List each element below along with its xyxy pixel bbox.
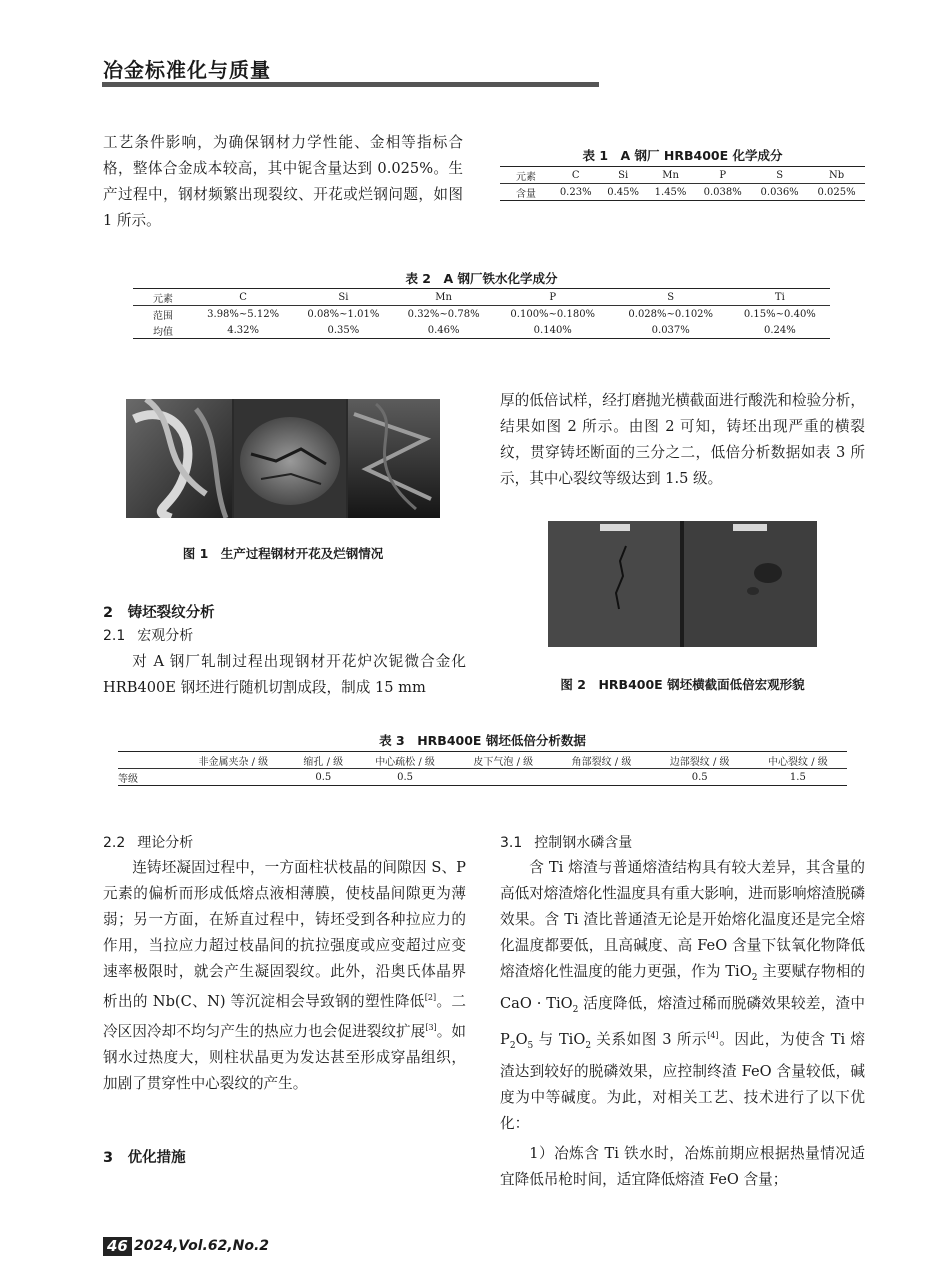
table2-cell: 0.028%~0.102% [628,308,714,320]
table1-header: P [694,167,751,184]
intro-paragraph: 工艺条件影响，为确保钢材力学性能、金相等指标合格，整体合金成本较高，其中铌含量达到 0.025%。生产过程中，钢材频繁出现裂纹、开花或烂钢问题，如图 1 所示。 [103,134,463,229]
header-rule [102,82,599,87]
table1-cell: 0.038% [703,186,742,198]
table2-header: C [193,289,293,306]
right-paragraph-1: 厚的低倍试样，经打磨抛光横截面进行酸洗和检验分析，结果如图 2 所示。由图 2 可知，铸坯出现严重的横裂纹，贯穿铸坯断面的三分之二，低倍分析数据如表 3 所示，其中心裂纹等级达到 1.5 级。 [500,392,865,487]
section2-2-heading [103,832,193,852]
text-run: 含 Ti 熔渣与普通熔渣结构具有较大差异，其含量的高低对熔渣熔化性温度具有重大影响，进而影响熔渣脱磷效果。含 Ti 渣比普通渣无论是开始熔化温度还是完全熔化温度都要低，且高碱度、高 FeO 含量下钛氧化物降低熔渣熔化性温度的能力更强，作为 TiO [500,859,865,980]
text-run: 关系如图 3 所示 [591,1030,708,1048]
section-title: 理论分析 [137,835,194,851]
section3-list-item-1: 1）冶炼含 Ti 铁水时，冶炼前期应根据热量情况适宜降低吊枪时间，适宜降低熔渣 FeO 含量； [500,1145,865,1188]
table1-header: C [552,167,599,184]
figure2-caption: 图 2 HRB400E 钢坯横截面低倍宏观形貌 [560,677,805,692]
table2-cell: 4.32% [227,324,260,336]
figure1-image [126,399,440,518]
section-number: 3.1 [500,835,523,851]
text-run: 。如钢水过热度大，则柱状晶更为发达甚至形成穿晶组织，加剧了贯穿性中心裂纹的产生。 [103,1022,466,1092]
table3-cell: 等级 [118,773,138,785]
table2-cell: 范围 [153,310,173,322]
table2-cell: 0.32%~0.78% [407,308,480,320]
text-run: 主要赋存物相的 CaO · TiO [500,963,865,1012]
table2-cell: 均值 [153,326,173,338]
text-run: 与 TiO [533,1030,586,1048]
table1-cell: 0.23% [559,186,592,198]
section2-2-paragraph [103,855,466,1097]
table2-cell: 0.08%~1.01% [307,308,380,320]
table1-cell: 1.45% [654,186,687,198]
subscript: 2 [751,972,758,983]
figure2-photo [548,521,817,647]
table3-header: 边部裂纹 / 级 [651,752,749,769]
table1-cell: 0.025% [817,186,856,198]
table1-header: Si [599,167,646,184]
table3 [118,751,847,786]
table3-cell [454,769,552,786]
text-run: O [515,1030,528,1048]
table3-cell [176,769,291,786]
citation: [2] [424,993,437,1002]
citation: [4] [707,1030,719,1040]
issue-info: 2024,Vol.62,No.2 [134,1238,270,1254]
table2-cell: 0.24% [763,324,796,336]
table1-header: 元素 [500,167,552,184]
table3-cell: 1.5 [789,771,806,783]
table2 [133,288,830,339]
page-number: 46 [103,1237,132,1256]
table-row [500,184,865,201]
section-title: 宏观分析 [137,628,194,644]
table3-header [118,752,176,769]
text-run: 活度降低，熔渣过稀而脱磷效果较差，渣中 P [500,994,865,1048]
subscript: 2 [585,1040,592,1051]
figure2-image [548,521,817,647]
section2-1-paragraph: 对 A 钢厂轧制过程出现钢材开花炉次铌微合金化 HRB400E 钢坯进行随机切割成段，制成 15 mm [103,653,466,696]
subscript: 5 [527,1040,534,1051]
section-number: 2.2 [103,835,126,851]
table2-header: S [612,289,730,306]
table2-caption: 表 2 A 钢厂铁水化学成分 [405,271,558,286]
table2-cell: 0.100%~0.180% [510,308,596,320]
table3-header: 中心疏松 / 级 [356,752,454,769]
section-title: 控制钢水磷含量 [534,835,633,851]
table2-cell: 0.46% [427,324,460,336]
figure1-caption: 图 1 生产过程钢材开花及烂钢情况 [182,546,384,561]
table3-header: 缩孔 / 级 [291,752,356,769]
subscript: 2 [509,1040,516,1051]
text-run: 。因此，为使含 Ti 熔渣达到较好的脱磷效果，应控制终渣 FeO 含量较低，碱度为中等碱度。为此，对相关工艺、技术进行了以下优化： [500,1030,865,1132]
table3-cell: 0.5 [315,771,332,783]
section2-1-heading [103,625,193,645]
journal-title: 冶金标准化与质量 [103,58,271,82]
table3-header: 中心裂纹 / 级 [749,752,847,769]
section3-1-heading [500,832,632,852]
table3-header: 角部裂纹 / 级 [552,752,650,769]
table1-header: Mn [647,167,694,184]
table-row [118,769,847,786]
table2-header: Ti [730,289,830,306]
text-run: 连铸坯凝固过程中，一方面柱状枝晶的间隙因 S、P 元素的偏析而形成低熔点液相薄膜，使枝晶间隙更为薄弱；另一方面，在矫直过程中，铸坯受到各种拉应力的作用，当拉应力超过枝晶间的抗拉强度或应变超过应变速率极限时，就会产生凝固裂纹。此外，沿奥氏体晶界析出的 Nb(C、N) 等沉淀相会导致钢的塑性降低 [103,859,466,1010]
table-row [133,306,830,323]
table1-cell: 0.036% [760,186,799,198]
table2-cell: 0.15%~0.40% [743,308,816,320]
figure1-photo [126,399,440,518]
citation: [3] [425,1022,437,1032]
section3-1-paragraph [500,855,865,1137]
table2-header: Mn [394,289,494,306]
table3-header: 皮下气泡 / 级 [454,752,552,769]
table2-header: P [494,289,612,306]
section2-heading: 2 铸坯裂纹分析 [103,605,215,621]
table-row [133,322,830,339]
section-number: 2.1 [103,628,126,644]
table1-cell: 含量 [516,188,536,200]
section3-heading: 3 优化措施 [103,1150,186,1166]
table1-header: S [751,167,808,184]
table3-cell: 0.5 [397,771,413,783]
text-run: 。二冷区因冷却不均匀产生的热应力也会促进裂纹扩展 [103,992,466,1040]
table1 [500,166,865,201]
table1-header: Nb [808,167,865,184]
table3-header: 非金属夹杂 / 级 [176,752,291,769]
table1-caption: 表 1 A 钢厂 HRB400E 化学成分 [582,148,783,163]
table3-cell [552,769,650,786]
table3-cell: 0.5 [691,771,708,783]
table2-cell: 3.98%~5.12% [207,308,280,320]
table2-cell: 0.140% [533,324,572,336]
table1-cell: 0.45% [607,186,640,198]
subscript: 2 [572,1004,579,1015]
table2-header: 元素 [133,289,193,306]
table2-header: Si [293,289,393,306]
table2-cell: 0.35% [327,324,360,336]
table3-caption: 表 3 HRB400E 钢坯低倍分析数据 [379,733,586,748]
table2-cell: 0.037% [651,324,690,336]
